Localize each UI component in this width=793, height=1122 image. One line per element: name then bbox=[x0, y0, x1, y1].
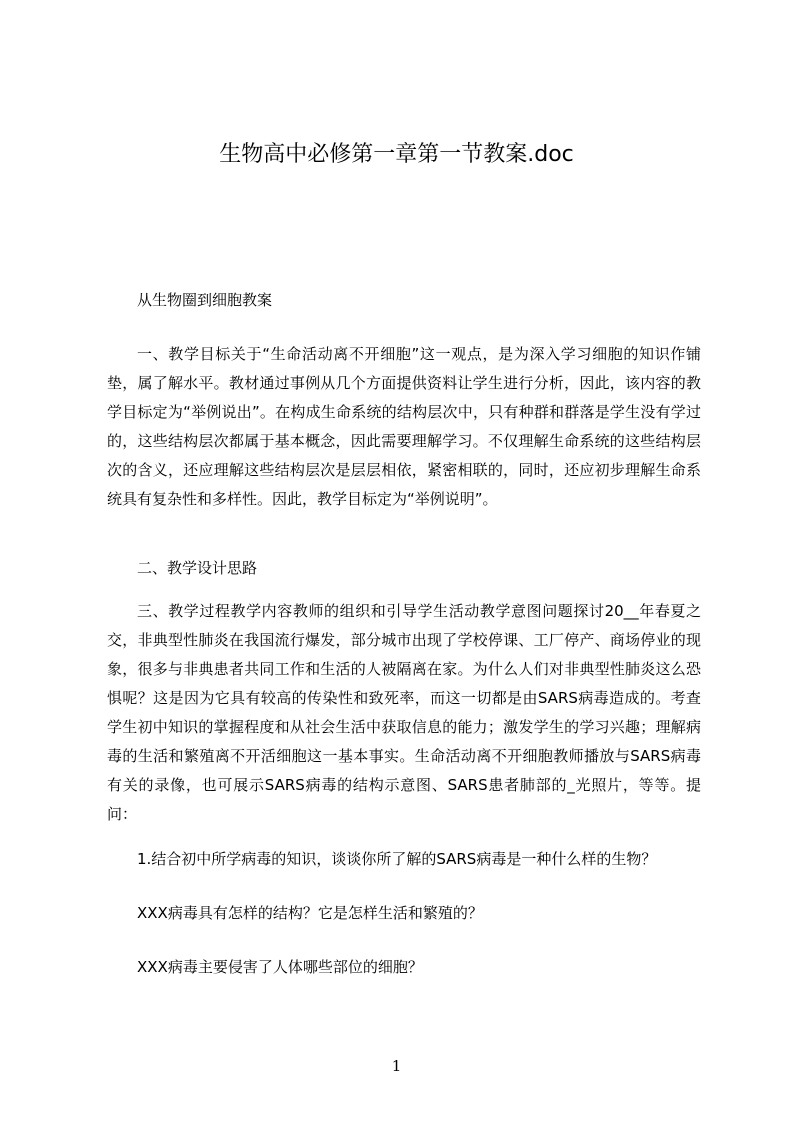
document-title: 生物高中必修第一章第一节教案.doc bbox=[219, 142, 574, 167]
paragraph-teaching-process: 三、教学过程教学内容教师的组织和引导学生活动教学意图问题探讨20__年春夏之交，非典型性肺炎在我国流行爆发，部分城市出现了学校停课、工厂停产、商场停业的现象，很多与非典患者共同工作和生活的人被隔离在家。为什么人们对非典型性肺炎这么恐惧呢？这是因为它具有较高的传染性和致死率，而这一切都是由SARS病毒造成的。考查学生初中知识的掌握程度和从社会生活中获取信息的能力；激发学生的学习兴趣；理解病毒的生活和繁殖离不开活细胞这一基本事实。生命活动离不开细胞教师播放与SARS病毒有关的录像，也可展示SARS病毒的结构示意图、SARS患者肺部的_光照片，等等。提问： bbox=[107, 602, 701, 823]
question-item-1: 1.结合初中所学病毒的知识，谈谈你所了解的SARS病毒是一种什么样的生物？ bbox=[137, 850, 657, 868]
lesson-subtitle: 从生物圈到细胞教案 bbox=[137, 291, 273, 309]
page-number: 1 bbox=[391, 1057, 402, 1075]
question-item-3: XXX病毒主要侵害了人体哪些部位的细胞？ bbox=[137, 958, 423, 976]
paragraph-teaching-objectives: 一、教学目标关于“生命活动离不开细胞”这一观点，是为深入学习细胞的知识作铺垫，属了解水平。教材通过事例从几个方面提供资料让学生进行分析，因此，该内容的教学目标定为“举例说出”。在构成生命系统的结构层次中，只有种群和群落是学生没有学过的，这些结构层次都属于基本概念，因此需要理解学习。不仅理解生命系统的这些结构层次的含义，还应理解这些结构层次是层层相依，紧密相联的，同时，还应初步理解生命系统具有复杂性和多样性。因此，教学目标定为“举例说明”。 bbox=[107, 345, 701, 508]
question-item-2: XXX病毒具有怎样的结构？它是怎样生活和繁殖的？ bbox=[137, 904, 483, 922]
paragraph-design-approach: 二、教学设计思路 bbox=[137, 559, 258, 577]
